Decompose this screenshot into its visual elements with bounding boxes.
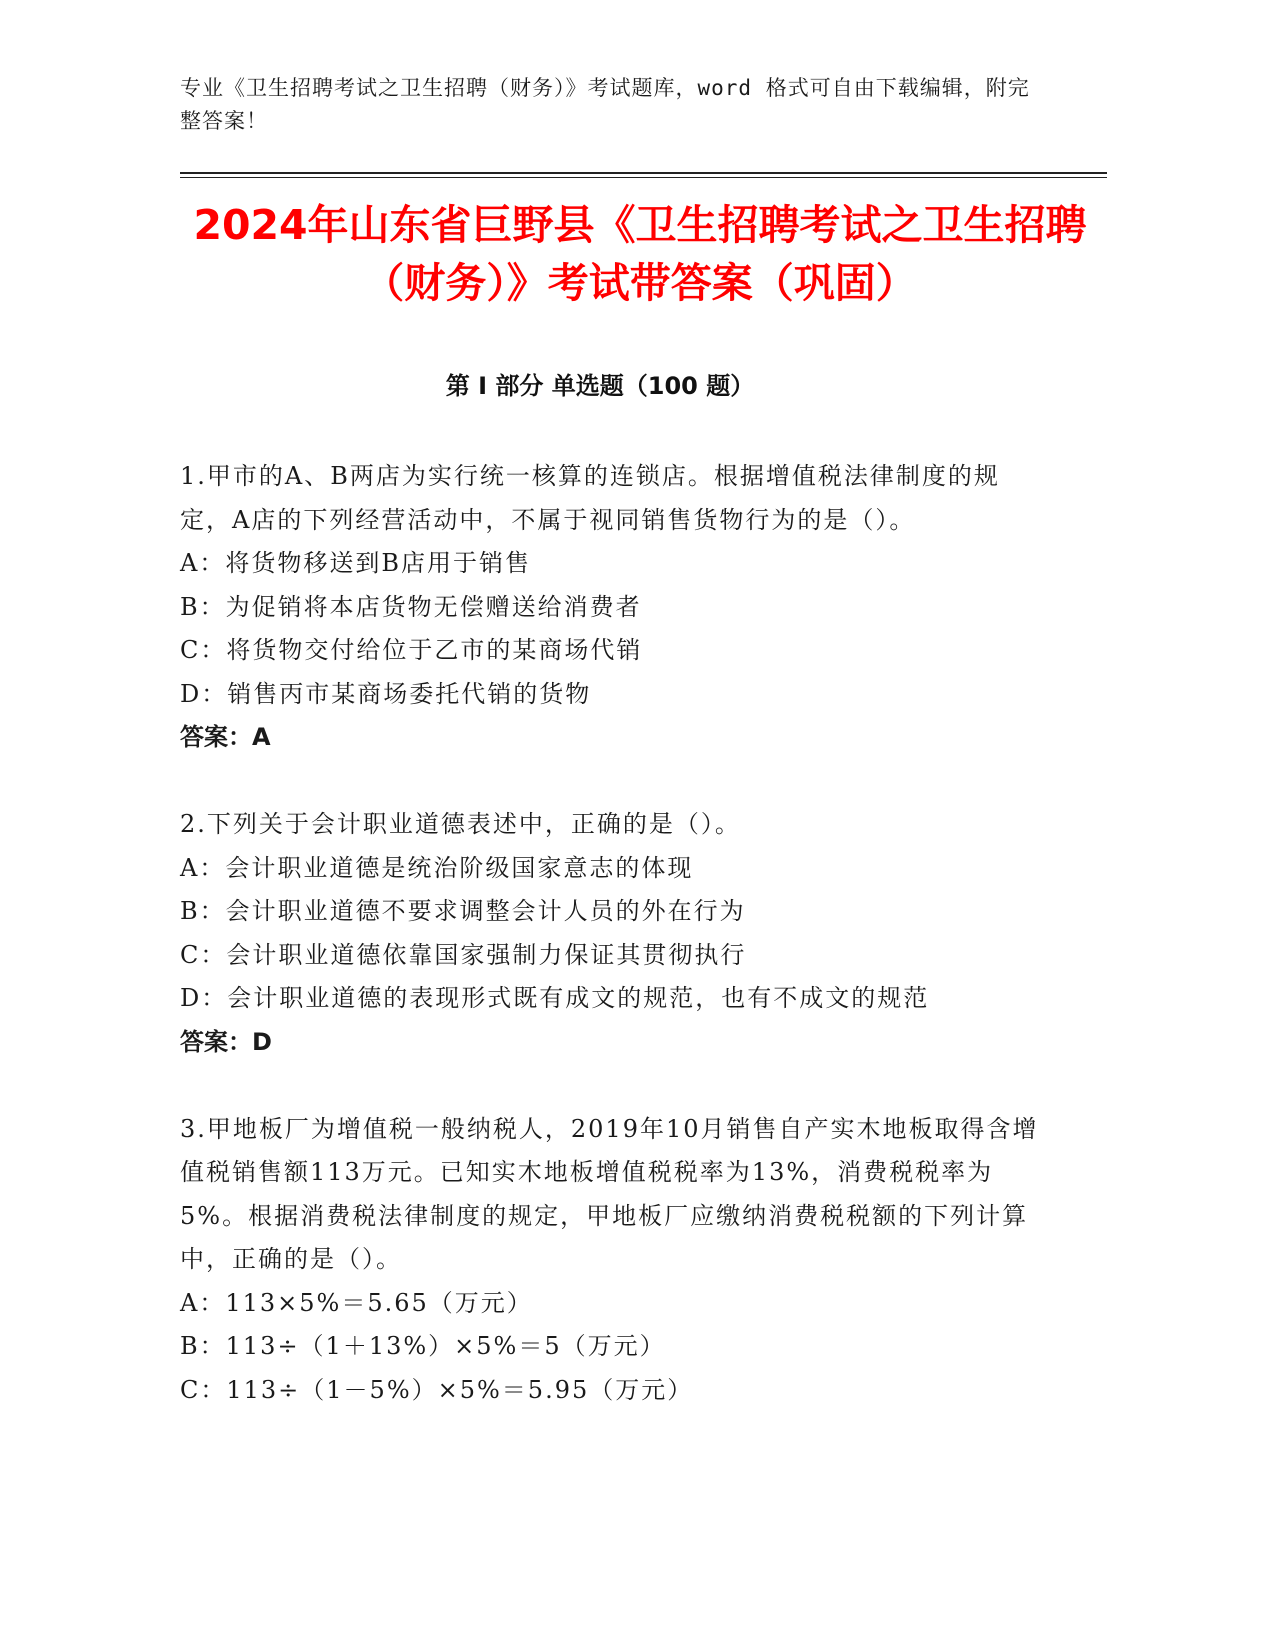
question-stem: 2.下列关于会计职业道德表述中，正确的是（）。 [180, 810, 741, 838]
question-stem: 1.甲市的A、B两店为实行统一核算的连锁店。根据增值税法律制度的规定，A店的下列经营活动中，不属于视同销售货物行为的是（）。 [180, 462, 1000, 534]
option-d: D：销售丙市某商场委托代销的货物 [180, 679, 592, 708]
option-b: B：113÷（1＋13%）×5%＝5（万元） [180, 1332, 666, 1360]
section-heading: 第 I 部分 单选题（100 题） [445, 372, 755, 400]
option-b: B：会计职业道德不要求调整会计人员的外在行为 [180, 897, 746, 925]
header-note: 专业《卫生招聘考试之卫生招聘（财务）》考试题库，word 格式可自由下载编辑，附完整答案！ [180, 76, 1030, 133]
option-a: A：113×5%＝5.65（万元） [180, 1288, 533, 1317]
option-a: A：会计职业道德是统治阶级国家意志的体现 [180, 853, 694, 882]
header-divider-thin [180, 177, 1107, 178]
document-title: 2024年山东省巨野县《卫生招聘考试之卫生招聘（财务）》考试带答案（巩固） [193, 201, 1087, 307]
option-a: A：将货物移送到B店用于销售 [180, 549, 531, 577]
header-divider-thick [180, 172, 1107, 174]
option-d: D：会计职业道德的表现形式既有成文的规范，也有不成文的规范 [180, 984, 930, 1012]
answer-label: 答案：A [180, 723, 271, 751]
option-c: C：113÷（1－5%）×5%＝5.95（万元） [180, 1375, 694, 1404]
option-c: C：将货物交付给位于乙市的某商场代销 [180, 636, 643, 664]
question-1 [180, 455, 1050, 760]
answer-label: 答案：D [180, 1027, 272, 1056]
option-b: B：为促销将本店货物无偿赠送给消费者 [180, 592, 642, 621]
question-list [180, 455, 1050, 1456]
option-c: C：会计职业道德依靠国家强制力保证其贯彻执行 [180, 940, 747, 969]
question-3 [180, 1108, 1050, 1413]
question-stem: 3.甲地板厂为增值税一般纳税人，2019年10月销售自产实木地板取得含增值税销售额113万元。已知实木地板增值税税率为13%，消费税税率为5%。根据消费税法律制度的规定，甲地板厂应缴纳消费税税额的下列计算中，正确的是（）。 [180, 1114, 1039, 1273]
question-2 [180, 803, 1050, 1064]
